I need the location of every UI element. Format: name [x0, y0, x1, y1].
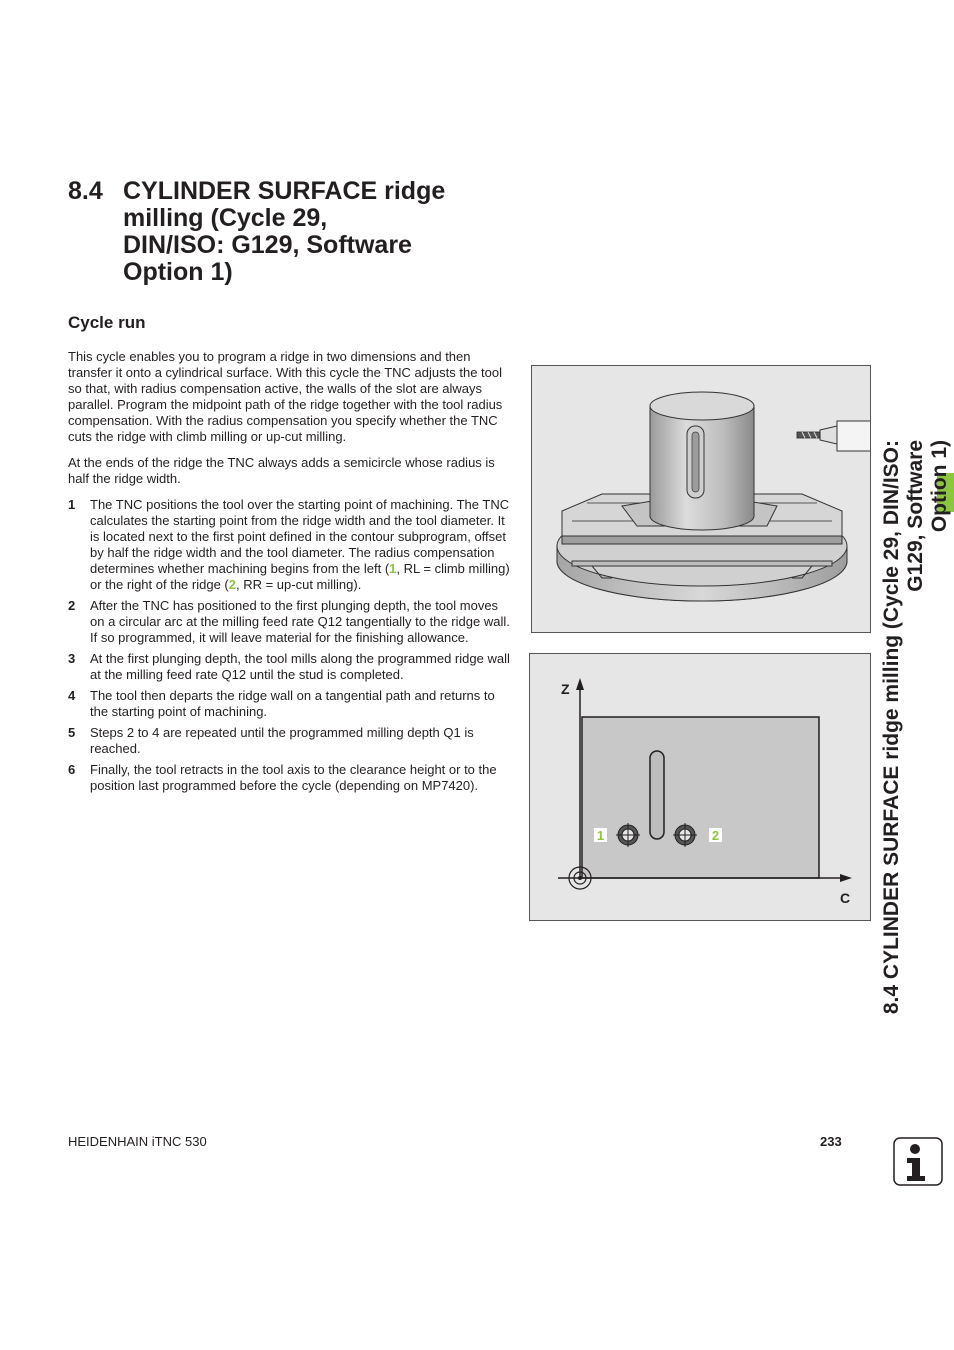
step-item	[68, 725, 510, 757]
highlight-number: 2	[228, 577, 236, 592]
step-number: 4	[68, 688, 76, 703]
step-item	[68, 497, 510, 593]
c-axis-label: C	[840, 890, 851, 906]
cylinder-drawing	[532, 366, 870, 632]
step-item	[68, 762, 510, 794]
paragraph: This cycle enables you to program a ridge in two dimensions and then transfer it onto a cylindrical surface. With this cycle the TNC adjusts the tool so that, with radius compensation active, the walls of the slot are always parallel. Program the midpoint path of the ridge together with the tool radius compensation. With the radius compensation you specify whether the TNC cuts the ridge with climb milling or up-cut milling.	[68, 349, 503, 444]
step-text: , RR = up-cut milling).	[235, 577, 362, 592]
step-item	[68, 688, 510, 720]
page-number: 233	[820, 1134, 842, 1149]
footer-product: HEIDENHAIN iTNC 530	[68, 1134, 207, 1149]
ridge-shape	[650, 751, 664, 839]
step-text: Finally, the tool retracts in the tool axis to the clearance height or to the position last programmed before the cycle (depending on MP7420).	[90, 762, 497, 793]
step-item	[68, 598, 510, 646]
step-item	[68, 651, 510, 683]
marker-2-label: 2	[711, 828, 720, 843]
ridge-diagram-drawing	[530, 654, 870, 920]
step-text: At the first plunging depth, the tool mills along the programmed ridge wall at the milling feed rate Q12 until the stud is completed.	[90, 651, 510, 682]
step-number: 6	[68, 762, 76, 777]
z-axis-arrow	[576, 678, 584, 690]
ridge-diagram	[529, 653, 871, 921]
highlight-number: 1	[389, 561, 397, 576]
title-line: milling (Cycle 29,	[123, 204, 328, 232]
side-title-line: Option 1)	[928, 440, 951, 533]
workpiece-area	[582, 717, 819, 878]
cylinder-illustration	[531, 365, 871, 633]
side-running-title	[880, 440, 954, 1070]
info-icon	[893, 1137, 943, 1186]
step-text: The tool then departs the ridge wall on a tangential path and returns to the starting point of machining.	[90, 688, 495, 719]
step-text: Steps 2 to 4 are repeated until the programmed milling depth Q1 is reached.	[90, 725, 474, 756]
subheading: Cycle run	[68, 313, 146, 332]
step-text: The TNC positions the tool over the starting point of machining. The TNC calculates the starting point from the ridge width and the tool diameter. It is located next to the first point defined in the contour subprogram, offset by half the ridge width and the tool diameter. The radius compensation determines whether machining begins from the left (	[90, 497, 510, 576]
side-title-line: 8.4 CYLINDER SURFACE ridge milling (Cycle 29, DIN/ISO: G129, Software	[880, 440, 927, 1015]
body-text	[68, 349, 510, 799]
z-axis-label: Z	[561, 681, 570, 697]
step-list	[68, 497, 510, 794]
step-number: 1	[68, 497, 76, 512]
title-line: Option 1)	[123, 258, 233, 286]
page-title	[68, 178, 508, 286]
step-text: , RL = climb milling) or the right of the ridge (	[90, 561, 510, 592]
title-line: CYLINDER SURFACE ridge	[123, 177, 446, 205]
step-number: 2	[68, 598, 76, 613]
paragraph: At the ends of the ridge the TNC always adds a semicircle whose radius is half the ridge width.	[68, 455, 495, 486]
step-text: After the TNC has positioned to the first plunging depth, the tool moves on a circular arc at the milling feed rate Q12 tangentially to the ridge wall. If so programmed, it will leave material for the finishing allowance.	[90, 598, 510, 645]
step-number: 5	[68, 725, 76, 740]
section-number: 8.4	[68, 177, 103, 205]
title-line: DIN/ISO: G129, Software	[123, 231, 412, 259]
marker-1-label: 1	[596, 828, 605, 843]
step-number: 3	[68, 651, 76, 666]
c-axis-arrow	[840, 874, 852, 882]
